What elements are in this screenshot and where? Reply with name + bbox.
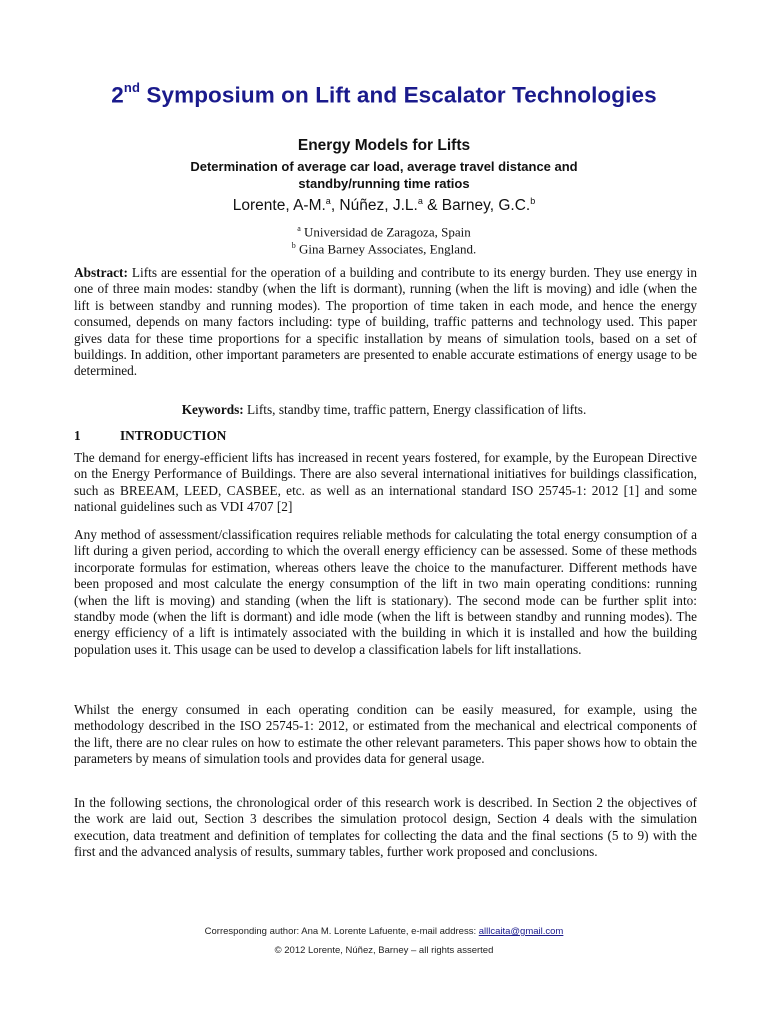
abstract-text: Lifts are essential for the operation of a building and contribute to its energy burden. They use energy in one of three main modes: standby (when the lift is dormant), running (when the lift is moving) and idle (when the lift is between standby and running modes). The proportion of time taken in each mode, and hence the energy consumed, depends on many factors including: type of building, traffic patterns and technology used. This paper gives data for these time proportions for a specific installation by means of simulation tools, based on a set of buildings. In addition, other important parameters are presented to enable accurate estimations of energy usage to be determined. [74, 265, 697, 379]
keywords [0, 402, 768, 418]
corresponding-author-text: Corresponding author: Ana M. Lorente Lafuente, e-mail address: [204, 926, 479, 937]
affiliation-b-text: Gina Barney Associates, England. [298, 241, 477, 257]
author-3: & Barney, G.C. [422, 197, 531, 215]
author-2: , Núñez, J.L. [330, 197, 418, 215]
affiliation-a [0, 224, 768, 240]
affiliation-b-marker: b [291, 241, 296, 250]
paper-subtitle [0, 158, 768, 192]
abstract-label: Abstract: [74, 265, 128, 280]
section-number: 1 [74, 428, 81, 443]
section-heading [74, 428, 226, 444]
paragraph: In the following sections, the chronological order of this research work is described. In Section 2 the objectives of the work are laid out, Section 3 describes the simulation protocol design, Section 4 deals with the simulation execution, data treatment and definition of templates for collecting the data and the final sections (5 to 9) with the first and the advanced analysis of results, summary tables, further work proposed and conclusions. [74, 795, 697, 860]
paragraph: Any method of assessment/classification requires reliable methods for calculating the total energy consumption of a lift during a given period, according to which the overall energy efficiency can be assessed. Some of these methods incorporate formulas for estimation, whereas others leave the choice to the manufacturer. Different methods have been proposed and most calculate the energy consumption of the lift in two main operating conditions: running (when the lift is moving) and standing (when the lift is stationary). The second mode can be further split into: standby mode (when the lift is dormant) and idle mode (when the lift is between standby and running modes). The energy efficiency of a lift is intimately associated with the building in which it is installed and how the building population uses it. This usage can be used to develop a classification labels for lift installations. [74, 527, 697, 657]
symposium-name: Symposium on Lift and Escalator Technologies [146, 82, 657, 108]
author-3-affil: b [530, 196, 536, 206]
author-2-affil: a [417, 196, 423, 206]
email-link[interactable]: alllcaita@gmail.com [478, 926, 564, 937]
affiliation-a-marker: a [297, 224, 301, 233]
copyright-notice: © 2012 Lorente, Núñez, Barney – all rights asserted [274, 945, 494, 956]
affiliation-b [0, 241, 768, 257]
abstract [74, 265, 697, 380]
author-1-affil: a [325, 196, 331, 206]
symposium-ordinal-suffix: nd [123, 80, 141, 95]
paragraph: The demand for energy-efficient lifts has increased in recent years fostered, for example, by the European Directive on the Energy Performance of Buildings. There are also several international initiatives for buildings classification, such as BREEAM, LEED, CASBEE, etc. as well as an international standard ISO 25745-1: 2012 [1] and some national guidelines such as VDI 4707 [2] [74, 450, 697, 515]
symposium-ordinal: 2 [111, 82, 124, 108]
paragraph: Whilst the energy consumed in each operating condition can be easily measured, for example, using the methodology described in the ISO 25745-1: 2012, or estimated from the mechanical and electrical components of the lift, there are no clear rules on how to estimate the other relevant parameters. This paper shows how to obtain the parameters by means of simulation tools and provides data for general usage. [74, 702, 697, 767]
affiliation-a-text: Universidad de Zaragoza, Spain [304, 224, 471, 240]
author-list [0, 196, 768, 215]
keywords-label: Keywords: [181, 402, 244, 417]
symposium-title [0, 82, 768, 109]
section-title: INTRODUCTION [120, 428, 227, 443]
keywords-text: Lifts, standby time, traffic pattern, Energy classification of lifts. [243, 402, 587, 417]
author-1: Lorente, A-M. [232, 197, 326, 215]
paper-title: Energy Models for Lifts [297, 137, 471, 154]
subtitle-line-1: Determination of average car load, average travel distance and [190, 159, 578, 174]
corresponding-author-note [0, 926, 768, 937]
subtitle-line-2: standby/running time ratios [298, 176, 470, 191]
